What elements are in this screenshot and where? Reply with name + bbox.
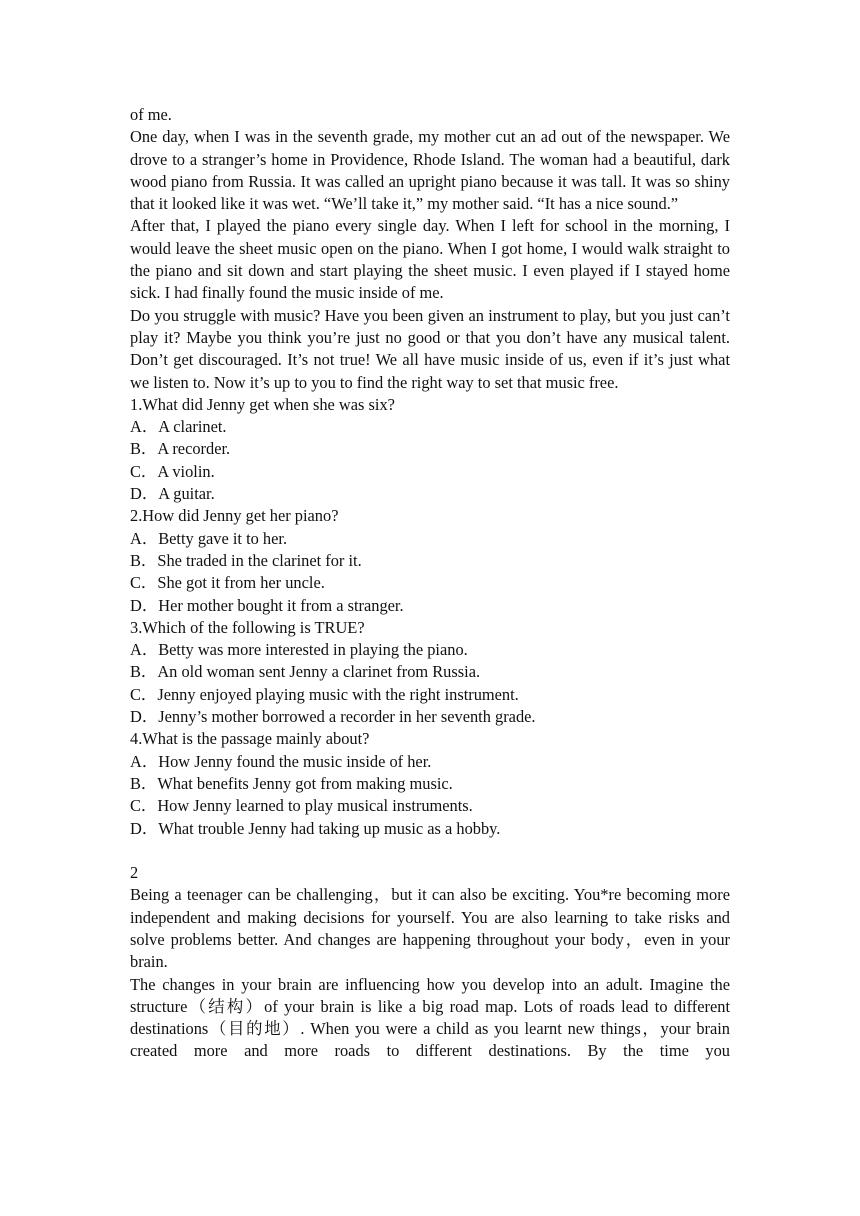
passage-2 [130,862,730,1063]
answer-option: D．Jenny’s mother borrowed a recorder in her seventh grade. [130,707,536,727]
answer-option: C．A violin. [130,461,215,481]
answer-option: B．What benefits Jenny got from making music. [130,773,453,793]
answer-option: A．A clarinet. [130,417,227,437]
passage-2-paragraph: The changes in your brain are influencing how you develop into an adult. Imagine the structure（结构）of your brain is like a big road map. Lots of roads lead to different destinations（目的地）. When you were a child as you learnt new things，your brain created more and more roads to different destinations. By the time you [130,974,730,1061]
answer-option: B．An old woman sent Jenny a clarinet from Russia. [130,662,481,682]
question-4 [130,728,730,839]
question-2 [130,505,730,616]
answer-option: C．Jenny enjoyed playing music with the right instrument. [130,684,519,704]
answer-option: C．She got it from her uncle. [130,573,325,593]
question-stem: 3.Which of the following is TRUE? [130,617,365,637]
question-stem: 1.What did Jenny get when she was six? [130,394,395,414]
passage-1-paragraph: of me. [130,105,172,124]
answer-option: B．A recorder. [130,439,231,459]
answer-option: A．How Jenny found the music inside of her. [130,751,432,771]
answer-option: A．Betty was more interested in playing the piano. [130,640,468,660]
question-3 [130,617,730,728]
answer-option: D．Her mother bought it from a stranger. [130,595,404,615]
section-spacer [130,840,730,862]
passage-1-paragraph: After that, I played the piano every single day. When I left for school in the morning, I would leave the sheet music open on the piano. When I got home, I would walk straight to the piano and sit down and start playing the sheet music. I even played if I stayed home sick. I had finally found the music inside of me. [130,216,730,303]
answer-option: C．How Jenny learned to play musical instruments. [130,796,473,816]
question-1 [130,394,730,505]
passage-1-paragraph: Do you struggle with music? Have you been given an instrument to play, but you just can’t play it? Maybe you think you’re just no good or that you don’t have any musical talent. Don’t get discouraged. It’s not true! We all have music inside of us, even if it’s just what we listen to. Now it’s up to you to find the right way to set that music free. [130,305,730,392]
question-stem: 4.What is the passage mainly about? [130,729,370,749]
answer-option: B．She traded in the clarinet for it. [130,550,362,570]
answer-option: D．What trouble Jenny had taking up music as a hobby. [130,818,501,838]
answer-option: A．Betty gave it to her. [130,528,288,548]
passage-1 [130,104,730,394]
question-stem: 2.How did Jenny get her piano? [130,506,339,526]
answer-option: D．A guitar. [130,484,215,504]
passage-2-paragraph: Being a teenager can be challenging，but it can also be exciting. You*re becoming more independent and making decisions for yourself. You are also learning to take risks and solve problems better. And changes are happening throughout your body，even in your brain. [130,885,730,972]
passage-1-paragraph: One day, when I was in the seventh grade, my mother cut an ad out of the newspaper. We drove to a stranger’s home in Providence, Rhode Island. The woman had a beautiful, dark wood piano from Russia. It was called an upright piano because it was tall. It was so shiny that it looked like it was wet. “We’ll take it,” my mother said. “It has a nice sound.” [130,127,730,214]
passage-number: 2 [130,863,139,883]
document-page [130,104,730,1063]
